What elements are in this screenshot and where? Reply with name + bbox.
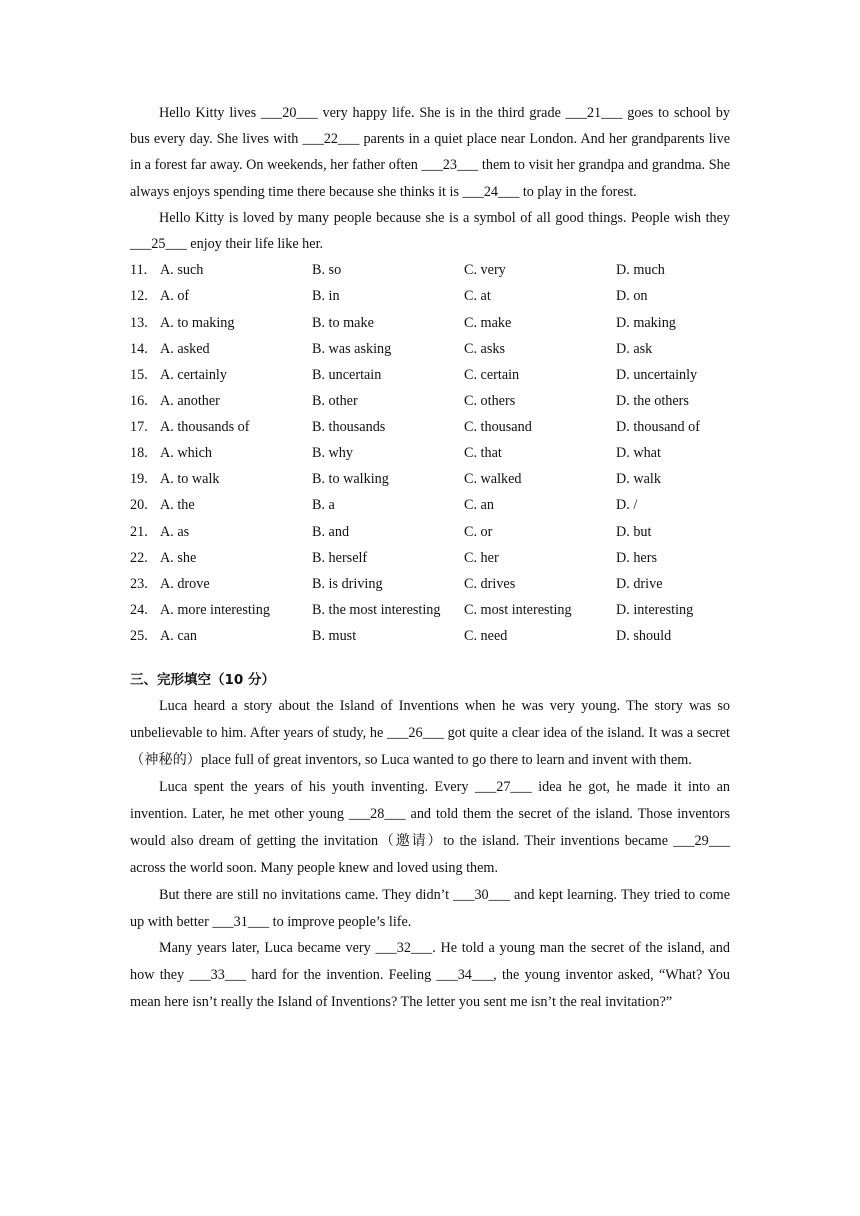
option-d: D. but (616, 523, 652, 540)
option-c: C. thousand (464, 419, 532, 436)
passage-2 (130, 693, 730, 1016)
question-number: 16. (130, 392, 148, 409)
question-number: 25. (130, 628, 148, 645)
question-number: 17. (130, 419, 148, 436)
option-d: D. hers (616, 549, 657, 566)
option-c: C. at (464, 288, 491, 305)
options-row (130, 623, 730, 649)
question-number: 12. (130, 288, 148, 305)
option-a: A. to walk (160, 471, 220, 488)
option-d: D. much (616, 262, 665, 279)
question-number: 21. (130, 523, 148, 540)
option-c: C. her (464, 549, 499, 566)
question-number: 11. (130, 262, 148, 279)
question-number: 19. (130, 471, 148, 488)
option-a: A. thousands of (160, 419, 250, 436)
option-b: B. and (312, 523, 350, 540)
option-d: D. thousand of (616, 419, 700, 436)
option-a: A. asked (160, 340, 210, 357)
question-number: 22. (130, 549, 148, 566)
question-number: 14. (130, 340, 148, 357)
question-number: 15. (130, 366, 148, 383)
option-d: D. what (616, 445, 661, 462)
option-d: D. ask (616, 340, 653, 357)
option-d: D. interesting (616, 602, 694, 619)
passage-2-paragraph-4: Many years later, Luca became very ___32___. He told a young man the secret of the island, and how they ___33___ hard for the invention. Feeling ___34___, the young inventor asked, “What? You mean here isn’t really the Island of Inventions? The letter you sent me isn’t the real invitation?” (130, 940, 730, 1011)
options-row (130, 257, 730, 283)
passage-1-paragraph-1: Hello Kitty lives ___20___ very happy life. She is in the third grade ___21___ goes to school by bus every day. She lives with ___22___ parents in a quiet place near London. And her grandparents live in a forest far away. On weekends, her father often ___23___ them to visit her grandpa and grandma. She always enjoys spending time there because she thinks it is ___24___ to play in the forest. (130, 105, 730, 200)
option-b: B. was asking (312, 340, 392, 357)
option-b: B. herself (312, 549, 368, 566)
option-a: A. more interesting (160, 602, 270, 619)
question-number: 23. (130, 575, 148, 592)
options-row (130, 362, 730, 388)
option-c: C. that (464, 445, 502, 462)
question-number: 13. (130, 314, 148, 331)
passage-2-paragraph-2: Luca spent the years of his youth inventing. Every ___27___ idea he got, he made it into an invention. Later, he met other young ___28___ and told them the secret of the island. Those inventors would also dream of getting the invitation（邀请）to the island. Their inventions became ___29___ across the world soon. Many people knew and loved using them. (130, 779, 730, 876)
option-c: C. make (464, 314, 512, 331)
question-number: 18. (130, 445, 148, 462)
option-b: B. is driving (312, 575, 383, 592)
passage-1 (130, 100, 730, 257)
option-d: D. on (616, 288, 648, 305)
document-page (130, 100, 730, 1016)
options-row (130, 414, 730, 440)
option-d: D. walk (616, 471, 661, 488)
option-a: A. the (160, 497, 195, 514)
option-a: A. another (160, 392, 220, 409)
option-b: B. to walking (312, 471, 389, 488)
options-row (130, 466, 730, 492)
option-b: B. in (312, 288, 340, 305)
option-c: C. most interesting (464, 602, 572, 619)
option-b: B. to make (312, 314, 374, 331)
option-b: B. so (312, 262, 342, 279)
option-b: B. uncertain (312, 366, 382, 383)
option-b: B. the most interesting (312, 602, 441, 619)
option-b: B. a (312, 497, 335, 514)
options-list (130, 257, 730, 649)
option-c: C. need (464, 628, 508, 645)
option-a: A. to making (160, 314, 235, 331)
option-c: C. an (464, 497, 494, 514)
options-row (130, 597, 730, 623)
option-c: C. others (464, 392, 516, 409)
options-row (130, 492, 730, 518)
option-a: A. such (160, 262, 204, 279)
option-b: B. thousands (312, 419, 386, 436)
options-row (130, 388, 730, 414)
option-c: C. very (464, 262, 506, 279)
option-c: C. asks (464, 340, 505, 357)
option-d: D. the others (616, 392, 689, 409)
passage-2-paragraph-1: Luca heard a story about the Island of Inventions when he was very young. The story was so unbelievable to him. After years of study, he ___26___ got quite a clear idea of the island. It was a secret（神秘的）place full of great inventors, so Luca wanted to go there to learn and invent with them. (130, 698, 730, 769)
option-c: C. or (464, 523, 493, 540)
question-number: 20. (130, 497, 148, 514)
passage-1-paragraph-2: Hello Kitty is loved by many people because she is a symbol of all good things. People wish they ___25___ enjoy their life like her. (130, 209, 730, 253)
option-a: A. as (160, 523, 190, 540)
option-a: A. can (160, 628, 198, 645)
options-row (130, 440, 730, 466)
passage-2-paragraph-3: But there are still no invitations came. They didn’t ___30___ and kept learning. They tried to come up with better ___31___ to improve people’s life. (130, 886, 730, 930)
option-b: B. other (312, 392, 358, 409)
option-c: C. walked (464, 471, 522, 488)
options-row (130, 545, 730, 571)
option-a: A. she (160, 549, 197, 566)
option-b: B. must (312, 628, 357, 645)
option-d: D. uncertainly (616, 366, 698, 383)
option-d: D. drive (616, 575, 663, 592)
option-d: D. should (616, 628, 672, 645)
options-row (130, 519, 730, 545)
option-a: A. certainly (160, 366, 227, 383)
question-number: 24. (130, 602, 148, 619)
option-d: D. making (616, 314, 676, 331)
options-row (130, 310, 730, 336)
option-d: D. / (616, 497, 638, 514)
options-row (130, 571, 730, 597)
option-a: A. of (160, 288, 190, 305)
option-c: C. drives (464, 575, 516, 592)
option-c: C. certain (464, 366, 520, 383)
option-b: B. why (312, 445, 353, 462)
option-a: A. drove (160, 575, 210, 592)
options-row (130, 283, 730, 309)
section-3-title: 三、完形填空（10 分） (130, 672, 275, 689)
option-a: A. which (160, 445, 213, 462)
options-row (130, 336, 730, 362)
